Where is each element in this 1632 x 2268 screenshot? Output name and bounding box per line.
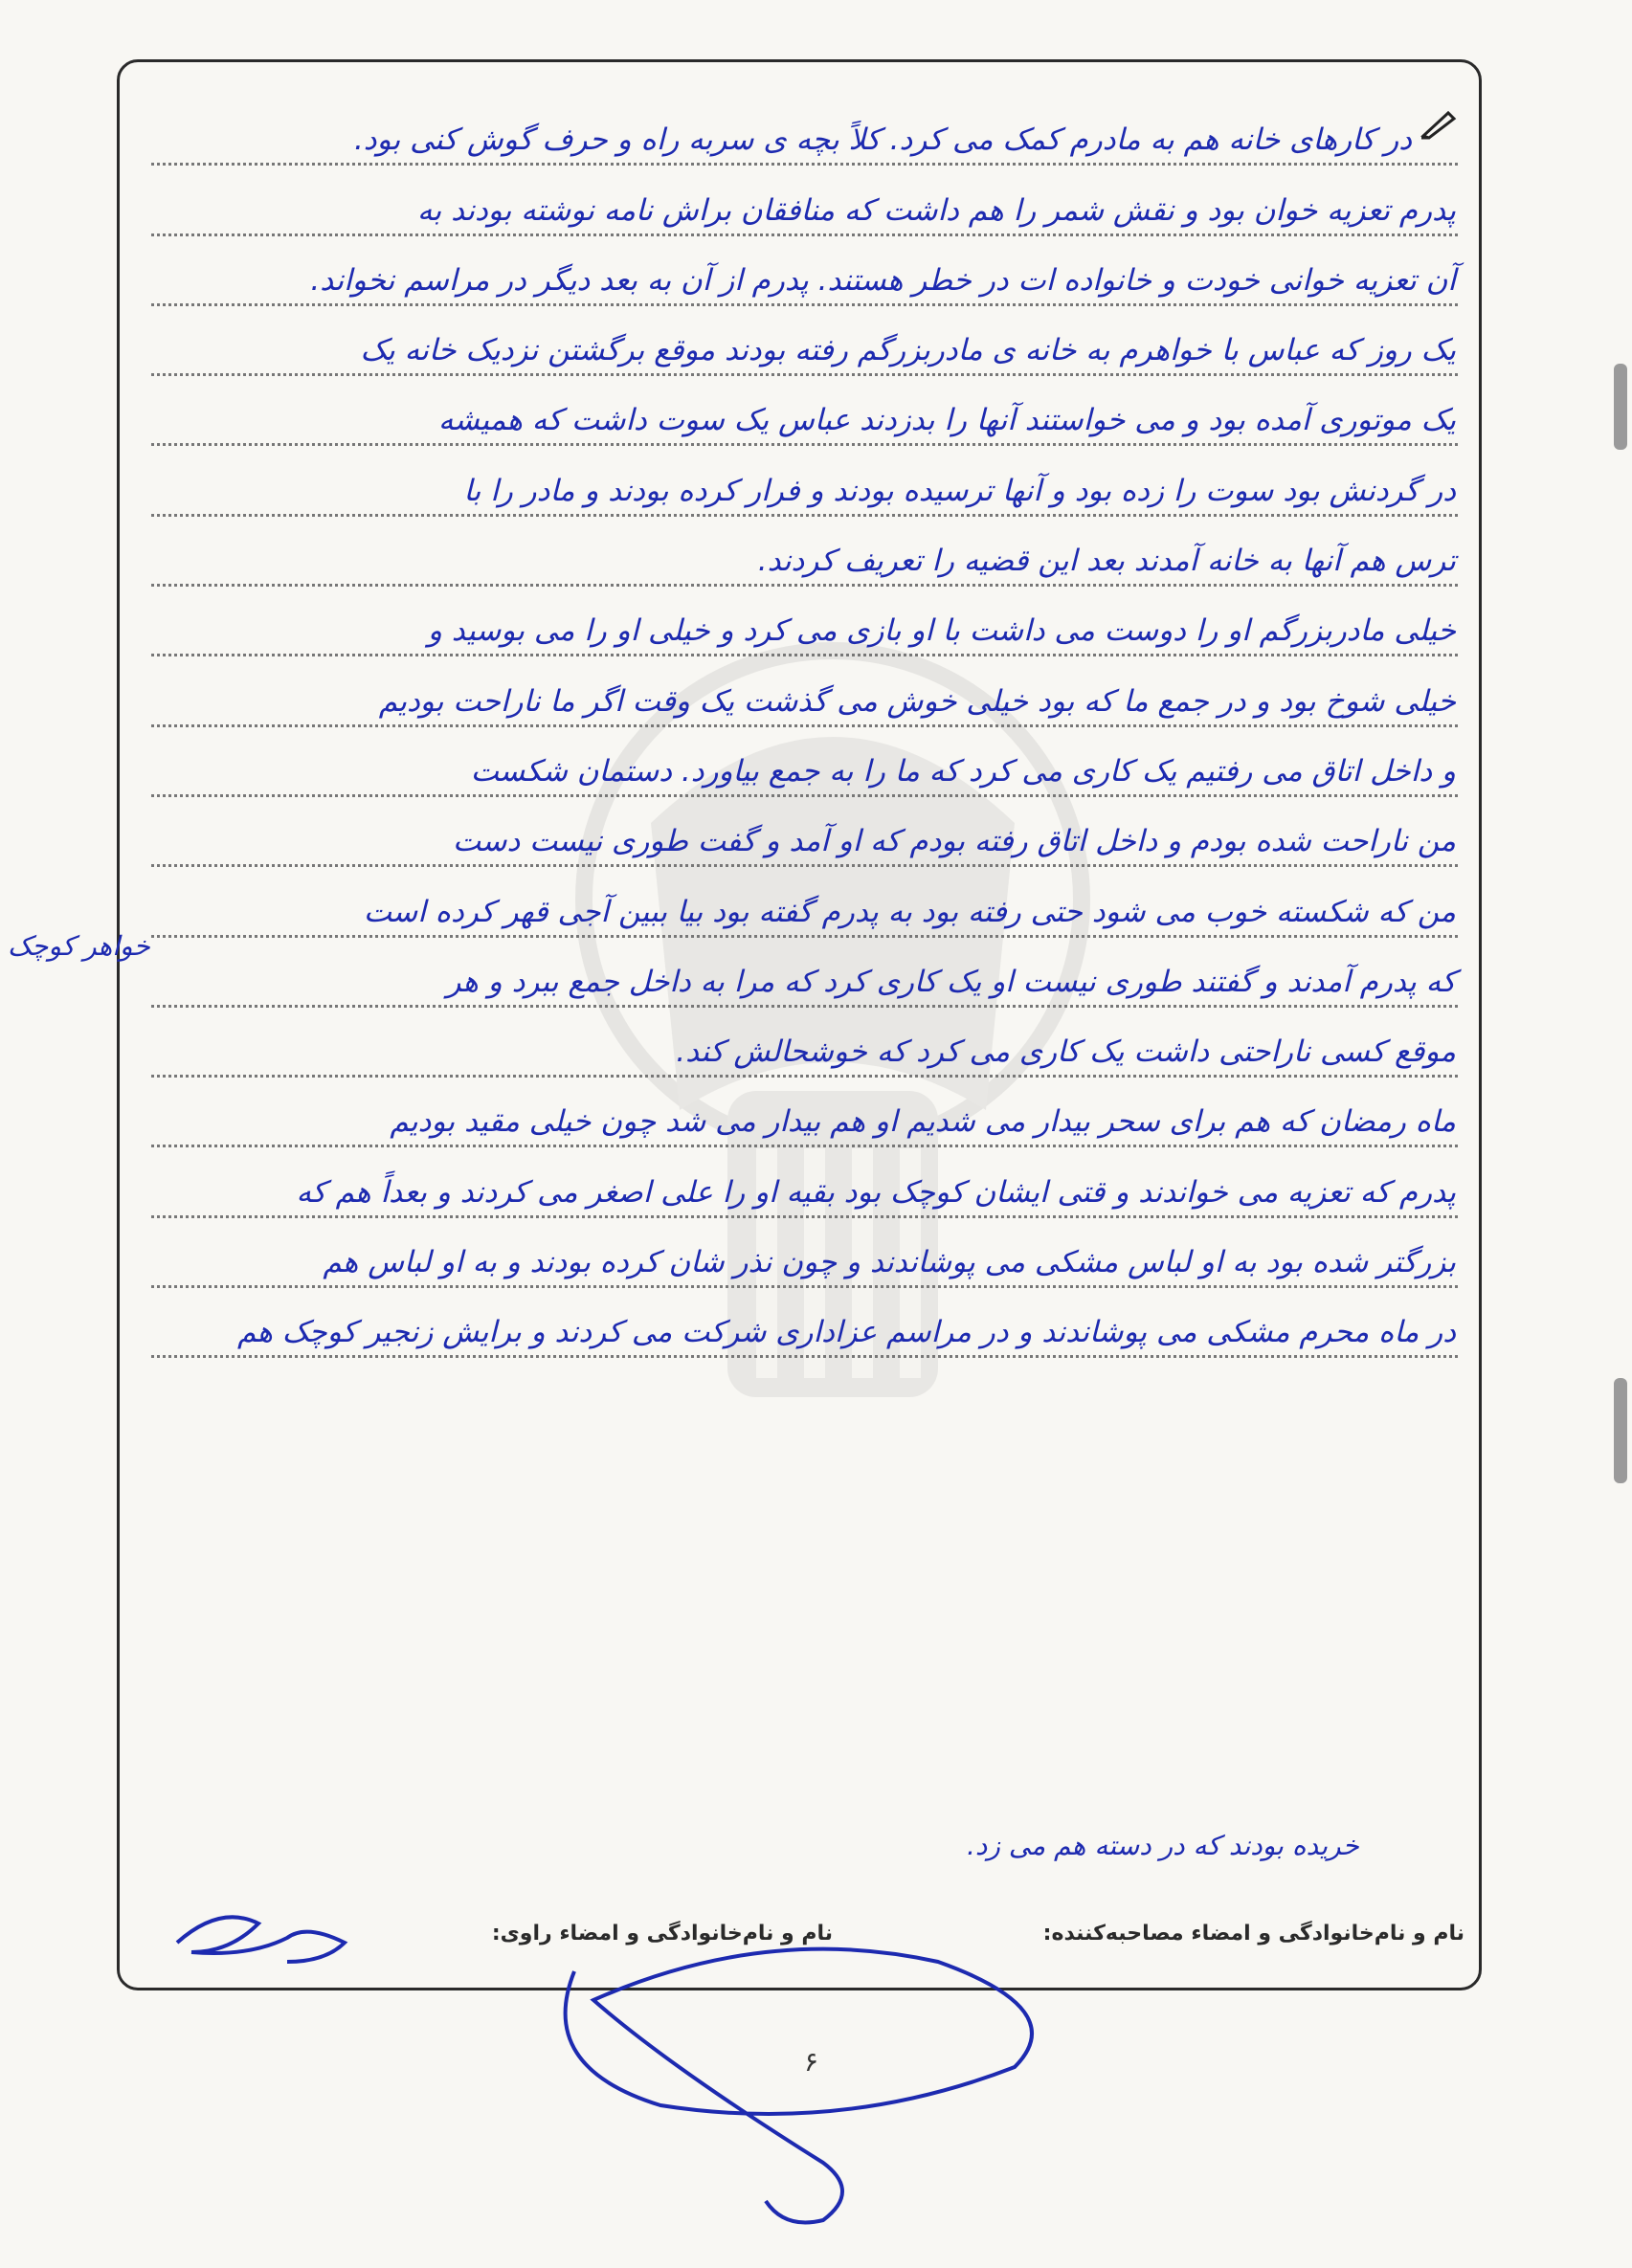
text-line	[151, 1078, 1458, 1147]
text-line	[151, 867, 1458, 937]
text-line	[151, 656, 1458, 726]
text-line	[151, 306, 1458, 376]
text-line	[151, 96, 1458, 166]
page-number: ۶	[804, 2046, 819, 2078]
signature-footer	[134, 1922, 1464, 1969]
handwritten-text: در کارهای خانه هم به مادرم کمک می کرد. کلاً بچه ی سربه راه و حرف گوش کنی بود.	[353, 122, 1412, 158]
pencil-note-icon	[1420, 109, 1458, 140]
text-line	[151, 517, 1458, 587]
handwritten-text: خیلی شوخ بود و در جمع ما که بود خیلی خوش می گذشت یک وقت اگر ما ناراحت بودیم	[378, 683, 1456, 719]
text-line	[151, 797, 1458, 867]
handwritten-text: در گردنش بود سوت را زده بود و آنها ترسیده بودند و فرار کرده بودند و مادر را با	[463, 473, 1456, 508]
overflow-note: خریده بودند که در دسته هم می زد.	[967, 1830, 1359, 1861]
text-line	[151, 727, 1458, 797]
handwritten-text: یک روز که عباس با خواهرم به خانه ی مادربزرگم رفته بودند موقع برگشتن نزدیک خانه یک	[360, 333, 1456, 368]
margin-note: خواهر کوچک	[8, 930, 150, 962]
handwritten-text: خیلی مادربزرگم او را دوست می داشت با او بازی می کرد و خیلی او را می بوسید و	[427, 613, 1456, 649]
text-line	[151, 236, 1458, 306]
handwritten-text: من که شکسته خوب می شود حتی رفته بود به پدرم گفته بود بیا ببین آجی قهر کرده است	[363, 894, 1456, 929]
text-line	[151, 1288, 1458, 1358]
text-line	[151, 1218, 1458, 1288]
handwritten-text: من ناراحت شده بودم و داخل اتاق رفته بودم که او آمد و گفت طوری نیست دست	[453, 824, 1456, 859]
narrator-signature-label: نام و نام‌خانوادگی و امضاء راوی:	[491, 1922, 833, 1946]
text-line	[151, 376, 1458, 446]
text-line	[151, 1147, 1458, 1217]
binder-clip	[1614, 1378, 1627, 1483]
text-line	[151, 166, 1458, 235]
handwritten-text: یک موتوری آمده بود و می خواستند آنها را بدزدند عباس یک سوت داشت که همیشه	[438, 403, 1456, 438]
writing-lines	[151, 96, 1458, 1358]
text-line	[151, 1008, 1458, 1078]
handwritten-text: پدرم که تعزیه می خواندند و قتی ایشان کوچک بود بقیه او را علی اصغر می کردند و بعداً هم که	[296, 1174, 1456, 1210]
handwritten-text: پدرم تعزیه خوان بود و نقش شمر را هم داشت که منافقان براش نامه نوشته بودند به	[416, 192, 1456, 228]
handwritten-text: موقع کسی ناراحتی داشت یک کاری می کرد که خوشحالش کند.	[676, 1034, 1456, 1070]
text-line	[151, 587, 1458, 656]
handwritten-text: در ماه محرم مشکی می پوشاندند و در مراسم عزاداری شرکت می کردند و برایش زنجیر کوچک هم	[236, 1315, 1456, 1350]
binder-clip	[1614, 364, 1627, 450]
handwritten-text: ماه رمضان که هم برای سحر بیدار می شدیم او هم بیدار می شد چون خیلی مقید بودیم	[390, 1104, 1456, 1140]
text-line	[151, 446, 1458, 516]
handwritten-text: ترس هم آنها به خانه آمدند بعد این قضیه را تعریف کردند.	[757, 544, 1456, 579]
interviewer-signature-label: نام و نام‌خانوادگی و امضاء مصاحبه‌کننده:	[1042, 1922, 1464, 1946]
handwritten-text: بزرگتر شده بود به او لباس مشکی می پوشاندند و چون نذر شان کرده بودند و به او لباس هم	[323, 1245, 1456, 1280]
handwritten-text: و داخل اتاق می رفتیم یک کاری می کرد که ما را به جمع بیاورد. دستمان شکست	[470, 753, 1456, 789]
handwritten-text: آن تعزیه خوانی خودت و خانواده ات در خطر هستند. پدرم از آن به بعد دیگر در مراسم نخواند.	[310, 262, 1456, 298]
handwritten-text: که پدرم آمدند و گفتند طوری نیست او یک کاری کرد که مرا به داخل جمع ببرد و هر	[446, 964, 1456, 999]
text-line	[151, 938, 1458, 1008]
